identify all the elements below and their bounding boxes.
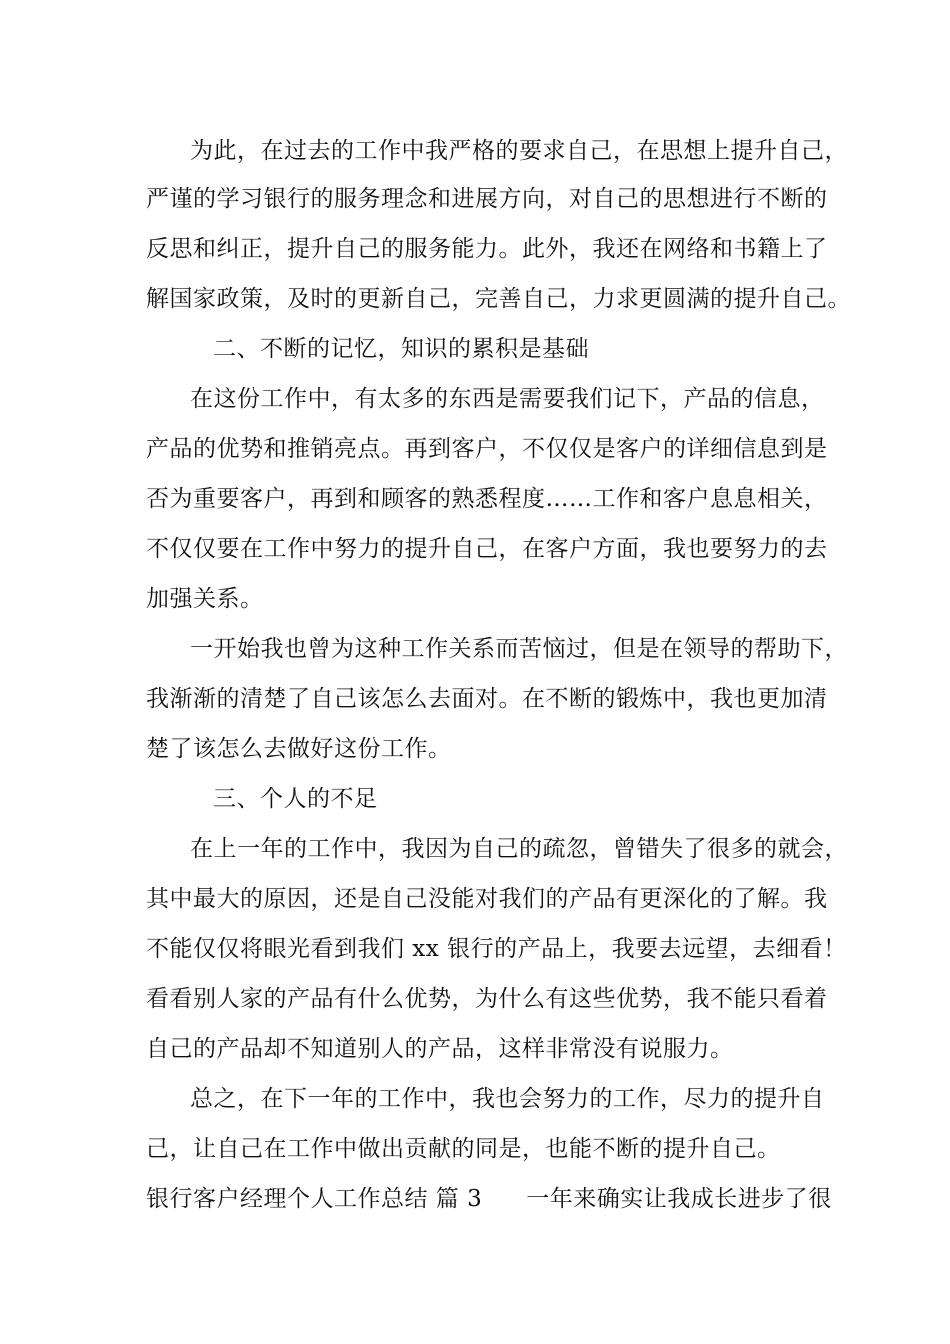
paragraph-line: 否为重要客户，再到和顾客的熟悉程度……工作和客户息息相关， xyxy=(146,486,828,512)
paragraph-line: 看看别人家的产品有什么优势，为什么有这些优势，我不能只看着 xyxy=(146,986,828,1012)
section-heading: 二、不断的记忆，知识的累积是基础 xyxy=(213,336,589,362)
paragraph-line: 一开始我也曾为这种工作关系而苦恼过，但是在领导的帮助下， xyxy=(190,636,848,662)
section-heading: 三、个人的不足 xyxy=(213,786,378,812)
next-section-continuation: 一年来确实让我成长进步了很 xyxy=(526,1186,832,1212)
paragraph-line: 严谨的学习银行的服务理念和进展方向，对自己的思想进行不断的 xyxy=(146,186,828,212)
paragraph-line: 自己的产品却不知道别人的产品，这样非常没有说服力。 xyxy=(146,1036,734,1062)
paragraph-line: 不能仅仅将眼光看到我们 xx 银行的产品上，我要去远望，去细看！ xyxy=(146,936,847,962)
paragraph-line: 解国家政策，及时的更新自己，完善自己，力求更圆满的提升自己。 xyxy=(146,286,851,312)
next-section-title: 银行客户经理个人工作总结 篇 3 xyxy=(146,1186,483,1212)
paragraph-line: 加强关系。 xyxy=(146,586,264,612)
paragraph-line: 其中最大的原因，还是自己没能对我们的产品有更深化的了解。我 xyxy=(146,886,828,912)
next-section-row xyxy=(146,1184,846,1214)
paragraph-line: 不仅仅要在工作中努力的提升自己，在客户方面，我也要努力的去 xyxy=(146,536,828,562)
paragraph-line: 总之，在下一年的工作中，我也会努力的工作，尽力的提升自 xyxy=(190,1086,825,1112)
paragraph-line: 己，让自己在工作中做出贡献的同是，也能不断的提升自己。 xyxy=(146,1136,781,1162)
paragraph-line: 产品的优势和推销亮点。再到客户，不仅仅是客户的详细信息到是 xyxy=(146,436,828,462)
paragraph-line: 为此，在过去的工作中我严格的要求自己，在思想上提升自己， xyxy=(190,138,848,164)
paragraph-line: 楚了该怎么去做好这份工作。 xyxy=(146,736,452,762)
paragraph-line: 我渐渐的清楚了自己该怎么去面对。在不断的锻炼中，我也更加清 xyxy=(146,686,828,712)
paragraph-line: 在这份工作中，有太多的东西是需要我们记下，产品的信息， xyxy=(190,386,825,412)
paragraph-line: 在上一年的工作中，我因为自己的疏忽，曾错失了很多的就会， xyxy=(190,836,848,862)
paragraph-line: 反思和纠正，提升自己的服务能力。此外，我还在网络和书籍上了 xyxy=(146,236,828,262)
